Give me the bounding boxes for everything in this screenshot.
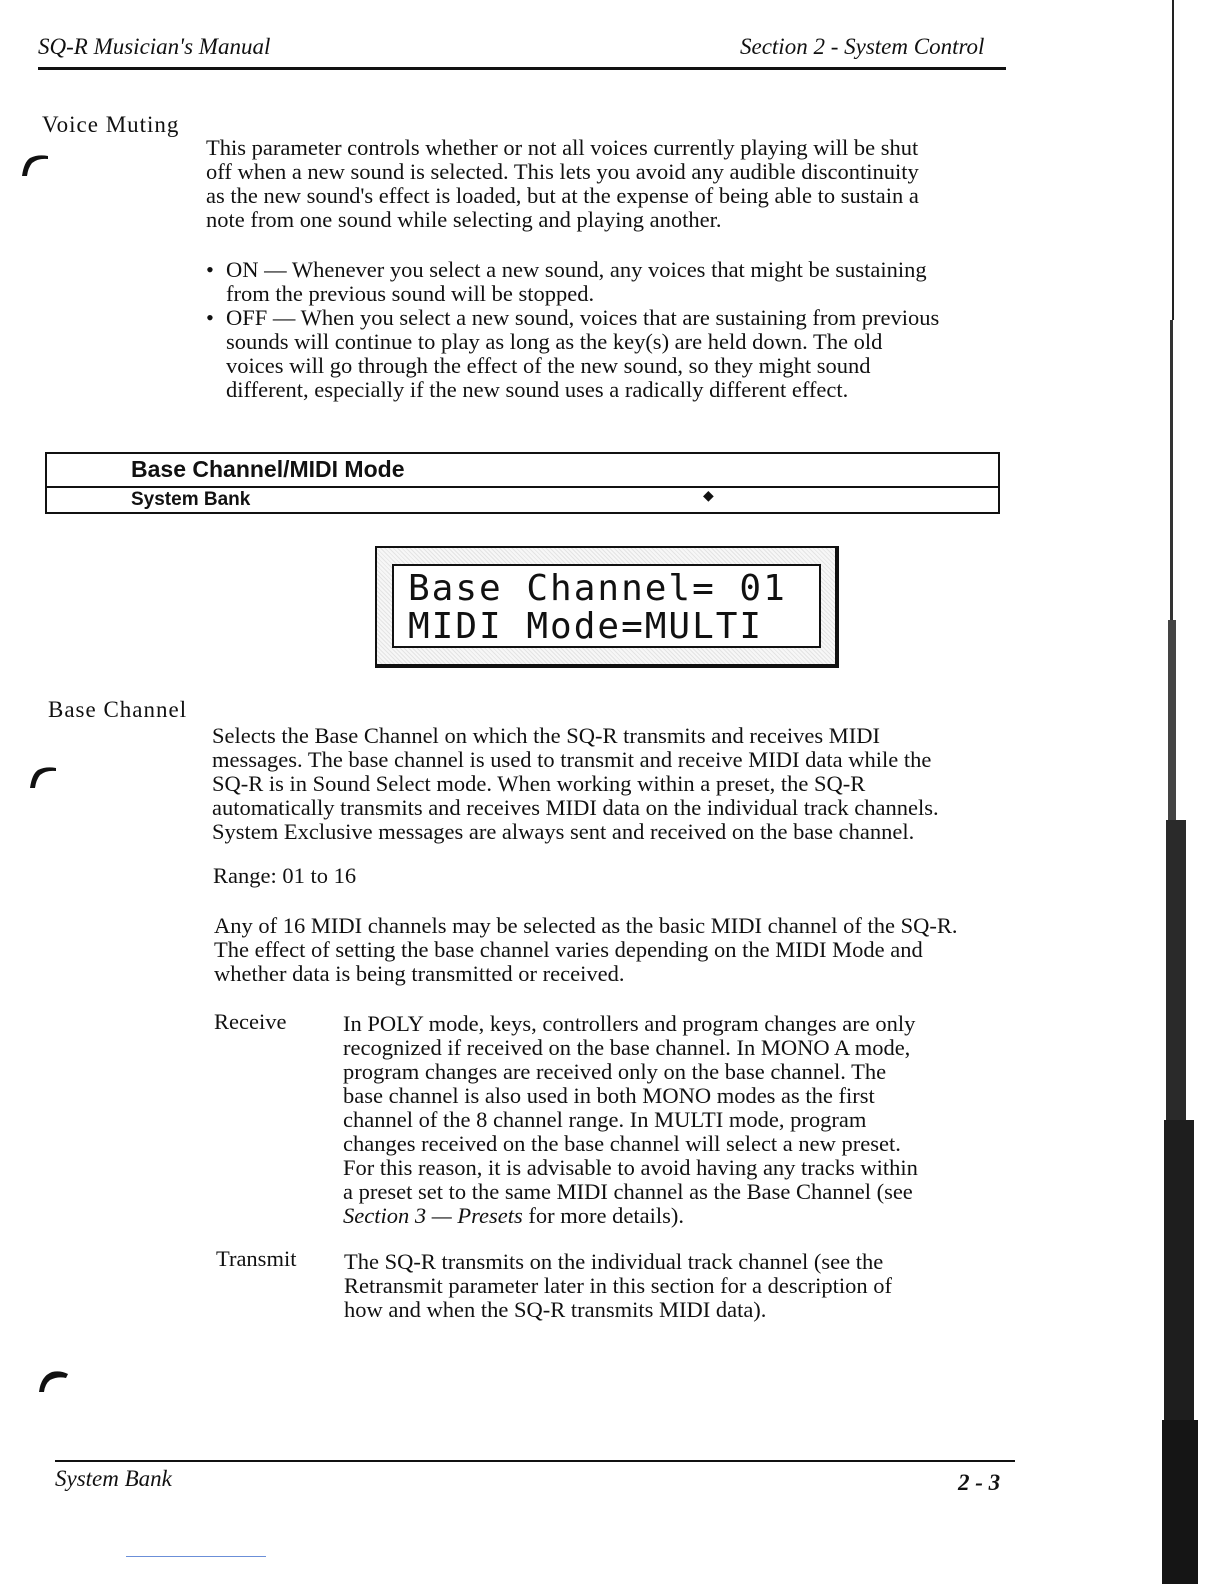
text-line: from the previous sound will be stopped. bbox=[226, 281, 595, 306]
lcd-line-2: MIDI Mode=MULTI bbox=[408, 606, 764, 647]
text-line: SQ-R is in Sound Select mode. When working within a preset, the SQ-R bbox=[212, 771, 866, 796]
receive-label: Receive bbox=[214, 1009, 287, 1034]
text-line: OFF — When you select a new sound, voices that are sustaining from previous bbox=[226, 305, 940, 330]
page-number: 2 - 3 bbox=[958, 1470, 1001, 1495]
text-line: channel of the 8 channel range. In MULTI mode, program bbox=[343, 1107, 867, 1132]
lcd-line-1: Base Channel= 01 bbox=[408, 568, 787, 609]
transmit-label: Transmit bbox=[216, 1246, 297, 1271]
parameter-box-divider bbox=[47, 486, 998, 488]
text-line: Retransmit parameter later in this section for a description of bbox=[344, 1273, 892, 1298]
dot-icon: ◆ bbox=[703, 489, 714, 504]
text-line bbox=[343, 1204, 1003, 1228]
text-line: a preset set to the same MIDI channel as the Base Channel (see bbox=[343, 1179, 913, 1204]
base-channel-heading: Base Channel bbox=[48, 697, 188, 722]
text-line: System Exclusive messages are always sent and received on the base channel. bbox=[212, 819, 915, 844]
section-reference: Section 3 — Presets bbox=[343, 1203, 523, 1228]
text-line: changes received on the base channel will select a new preset. bbox=[343, 1131, 901, 1156]
scan-edge-artifact bbox=[1160, 0, 1200, 1584]
voice-muting-heading: Voice Muting bbox=[42, 112, 180, 137]
text-line: automatically transmits and receives MIDI data on the individual track channels. bbox=[212, 795, 939, 820]
text-line: messages. The base channel is used to transmit and receive MIDI data while the bbox=[212, 747, 932, 772]
text-line: program changes are received only on the base channel. The bbox=[343, 1059, 887, 1084]
text-line: different, especially if the new sound uses a radically different effect. bbox=[226, 377, 849, 402]
text-line: sounds will continue to play as long as the key(s) are held down. The old bbox=[226, 329, 883, 354]
text-line: Any of 16 MIDI channels may be selected as the basic MIDI channel of the SQ-R. bbox=[214, 913, 958, 938]
scan-blue-line bbox=[126, 1556, 266, 1557]
any-of-paragraph bbox=[214, 914, 1024, 986]
margin-mark-icon bbox=[36, 1366, 70, 1394]
text-line: recognized if received on the base channel. In MONO A mode, bbox=[343, 1035, 911, 1060]
text-line: note from one sound while selecting and playing another. bbox=[206, 207, 722, 232]
text-line: how and when the SQ-R transmits MIDI data). bbox=[344, 1297, 767, 1322]
option-on bbox=[206, 258, 1016, 306]
base-channel-description bbox=[212, 724, 1022, 844]
text-line: whether data is being transmitted or received. bbox=[214, 961, 625, 986]
text-line: The SQ-R transmits on the individual track channel (see the bbox=[344, 1249, 884, 1274]
range-line: Range: 01 to 16 bbox=[213, 863, 357, 888]
text-line: ON — Whenever you select a new sound, any voices that might be sustaining bbox=[226, 257, 927, 282]
text-line: off when a new sound is selected. This lets you avoid any audible discontinuity bbox=[206, 159, 919, 184]
lcd-screen bbox=[392, 564, 821, 648]
text-line: The effect of setting the base channel varies depending on the MIDI Mode and bbox=[214, 937, 923, 962]
parameter-bank: System Bank bbox=[131, 489, 251, 510]
running-header-left: SQ-R Musician's Manual bbox=[38, 34, 271, 59]
text-line: For this reason, it is advisable to avoid having any tracks within bbox=[343, 1155, 918, 1180]
text-line: as the new sound's effect is loaded, but at the expense of being able to sustain a bbox=[206, 183, 919, 208]
header-rule bbox=[38, 67, 1006, 70]
running-header-right: Section 2 - System Control bbox=[740, 34, 985, 59]
parameter-box bbox=[45, 452, 1000, 514]
text-line: voices will go through the effect of the new sound, so they might sound bbox=[226, 353, 871, 378]
option-off bbox=[206, 306, 1016, 402]
margin-mark-icon bbox=[18, 150, 52, 178]
footer-rule bbox=[55, 1460, 1015, 1462]
text-line: This parameter controls whether or not all voices currently playing will be shut bbox=[206, 135, 919, 160]
voice-muting-description bbox=[206, 136, 1006, 232]
bullet-icon: • bbox=[206, 305, 214, 330]
text-line: Selects the Base Channel on which the SQ-R transmits and receives MIDI bbox=[212, 723, 880, 748]
text-line: In POLY mode, keys, controllers and program changes are only bbox=[343, 1011, 916, 1036]
text-line: base channel is also used in both MONO modes as the first bbox=[343, 1083, 875, 1108]
receive-description bbox=[343, 1012, 1003, 1228]
footer-section: System Bank bbox=[55, 1466, 172, 1491]
margin-mark-icon bbox=[26, 762, 60, 790]
voice-muting-options bbox=[206, 258, 1016, 402]
lcd-display bbox=[375, 546, 839, 668]
reference-tail: for more details). bbox=[522, 1203, 684, 1228]
parameter-title: Base Channel/MIDI Mode bbox=[131, 456, 405, 482]
bullet-icon: • bbox=[206, 257, 214, 282]
transmit-description bbox=[344, 1250, 1004, 1322]
